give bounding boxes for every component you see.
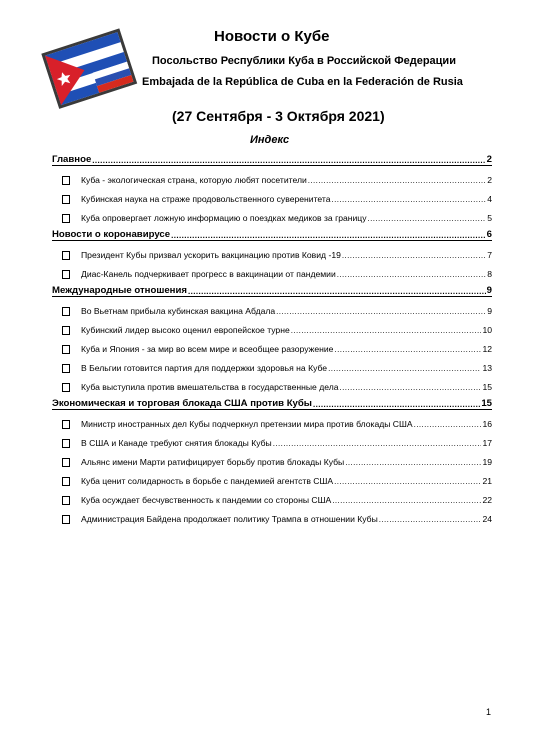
toc-page-number: 21 bbox=[482, 476, 492, 486]
toc-page-number: 16 bbox=[482, 419, 492, 429]
toc-page-number: 5 bbox=[487, 213, 492, 223]
toc-item-row[interactable] bbox=[52, 505, 492, 524]
checkbox-square-icon bbox=[62, 176, 70, 185]
embassy-name-ru: Посольство Республики Куба в Российской Федерации bbox=[152, 55, 456, 67]
checkbox-square-icon bbox=[62, 307, 70, 316]
dot-leader bbox=[308, 175, 486, 185]
toc-entry-label: Международные отношения bbox=[52, 285, 187, 296]
toc-page-number: 9 bbox=[486, 285, 492, 296]
checkbox-square-icon bbox=[62, 458, 70, 467]
dot-leader bbox=[345, 457, 481, 467]
cuba-russia-flag-icon bbox=[38, 18, 138, 118]
toc-page-number: 6 bbox=[486, 229, 492, 240]
checkbox-square-icon bbox=[62, 364, 70, 373]
page-number: 1 bbox=[486, 707, 492, 717]
dot-leader bbox=[368, 213, 487, 223]
dot-leader bbox=[379, 514, 482, 524]
toc-entry-label: Куба и Япония - за мир во всем мире и всеобщее разоружение bbox=[81, 344, 334, 354]
index-heading: Индекс bbox=[250, 134, 290, 146]
toc-item-row[interactable] bbox=[52, 335, 492, 354]
toc-entry-label: Альянс имени Марти ратифицирует борьбу против блокады Кубы bbox=[81, 457, 345, 467]
toc-item-row[interactable] bbox=[52, 448, 492, 467]
checkbox-square-icon bbox=[62, 195, 70, 204]
toc-item-row[interactable] bbox=[52, 316, 492, 335]
dot-leader bbox=[414, 419, 482, 429]
toc-page-number: 15 bbox=[482, 382, 492, 392]
toc-item-row[interactable] bbox=[52, 297, 492, 316]
toc-entry-label: В Бельгии готовится партия для поддержки здоровья на Кубе bbox=[81, 363, 328, 373]
dot-leader bbox=[291, 325, 482, 335]
checkbox-square-icon bbox=[62, 214, 70, 223]
dot-leader bbox=[188, 286, 486, 296]
toc-section-row[interactable] bbox=[52, 279, 492, 297]
toc-entry-label: Президент Кубы призвал ускорить вакцинацию против Ковид -19 bbox=[81, 250, 341, 260]
toc-item-row[interactable] bbox=[52, 166, 492, 185]
toc-entry-label: Куба - экологическая страна, которую любят посетители bbox=[81, 175, 307, 185]
toc-entry-label: Куба осуждает бесчувственность к пандемии со стороны США bbox=[81, 495, 332, 505]
toc-entry-label: Кубинский лидер высоко оценил европейское турне bbox=[81, 325, 290, 335]
checkbox-square-icon bbox=[62, 439, 70, 448]
toc-page-number: 12 bbox=[482, 344, 492, 354]
toc-page-number: 2 bbox=[487, 175, 492, 185]
toc-page-number: 24 bbox=[482, 514, 492, 524]
toc-entry-label: Экономическая и торговая блокада США против Кубы bbox=[52, 398, 313, 409]
checkbox-square-icon bbox=[62, 326, 70, 335]
toc-item-row[interactable] bbox=[52, 373, 492, 392]
toc-entry-label: Куба ценит солидарность в борьбе с пандемией агентств США bbox=[81, 476, 334, 486]
toc-page-number: 22 bbox=[482, 495, 492, 505]
dot-leader bbox=[313, 399, 480, 409]
toc-section-row[interactable] bbox=[52, 148, 492, 166]
toc-page-number: 13 bbox=[482, 363, 492, 373]
dot-leader bbox=[276, 306, 486, 316]
dot-leader bbox=[332, 194, 487, 204]
dot-leader bbox=[171, 230, 486, 240]
toc-item-row[interactable] bbox=[52, 410, 492, 429]
date-range: (27 Сентября - 3 Октября 2021) bbox=[172, 108, 385, 124]
toc-page-number: 19 bbox=[482, 457, 492, 467]
toc-entry-label: Кубинская наука на страже продовольственного суверенитета bbox=[81, 194, 331, 204]
checkbox-square-icon bbox=[62, 496, 70, 505]
checkbox-square-icon bbox=[62, 515, 70, 524]
toc-entry-label: Диас-Канель подчеркивает прогресс в вакцинации от пандемии bbox=[81, 269, 336, 279]
dot-leader bbox=[337, 269, 486, 279]
dot-leader bbox=[334, 476, 481, 486]
toc-page-number: 2 bbox=[486, 154, 492, 165]
toc-item-row[interactable] bbox=[52, 260, 492, 279]
checkbox-square-icon bbox=[62, 270, 70, 279]
toc-item-row[interactable] bbox=[52, 486, 492, 505]
table-of-contents bbox=[52, 148, 492, 524]
toc-entry-label: Во Вьетнам прибыла кубинская вакцина Абдала bbox=[81, 306, 276, 316]
toc-section-row[interactable] bbox=[52, 223, 492, 241]
toc-section-row[interactable] bbox=[52, 392, 492, 410]
toc-entry-label: Администрация Байдена продолжает политику Трампа в отношении Кубы bbox=[81, 514, 378, 524]
dot-leader bbox=[328, 363, 481, 373]
toc-page-number: 4 bbox=[487, 194, 492, 204]
dot-leader bbox=[92, 155, 485, 165]
dot-leader bbox=[334, 344, 481, 354]
toc-entry-label: Главное bbox=[52, 154, 92, 165]
toc-page-number: 15 bbox=[481, 398, 492, 409]
toc-entry-label: Министр иностранных дел Кубы подчеркнул претензии мира против блокады США bbox=[81, 419, 413, 429]
checkbox-square-icon bbox=[62, 477, 70, 486]
toc-entry-label: Куба опровергает ложную информацию о поездках медиков за границу bbox=[81, 213, 367, 223]
dot-leader bbox=[273, 438, 482, 448]
toc-item-row[interactable] bbox=[52, 204, 492, 223]
checkbox-square-icon bbox=[62, 345, 70, 354]
toc-entry-label: Куба выступила против вмешательства в государственные дела bbox=[81, 382, 339, 392]
toc-item-row[interactable] bbox=[52, 429, 492, 448]
toc-page-number: 8 bbox=[487, 269, 492, 279]
checkbox-square-icon bbox=[62, 251, 70, 260]
embassy-name-es: Embajada de la República de Cuba en la Federación de Rusia bbox=[142, 76, 463, 88]
toc-item-row[interactable] bbox=[52, 241, 492, 260]
dot-leader bbox=[342, 250, 486, 260]
dot-leader bbox=[340, 382, 482, 392]
toc-entry-label: В США и Канаде требуют снятия блокады Кубы bbox=[81, 438, 272, 448]
checkbox-square-icon bbox=[62, 420, 70, 429]
toc-page-number: 7 bbox=[487, 250, 492, 260]
toc-page-number: 10 bbox=[482, 325, 492, 335]
document-title: Новости о Кубе bbox=[214, 28, 330, 45]
toc-page-number: 17 bbox=[482, 438, 492, 448]
toc-item-row[interactable] bbox=[52, 467, 492, 486]
dot-leader bbox=[332, 495, 481, 505]
toc-entry-label: Новости о коронавирусе bbox=[52, 229, 171, 240]
toc-item-row[interactable] bbox=[52, 354, 492, 373]
toc-page-number: 9 bbox=[487, 306, 492, 316]
toc-item-row[interactable] bbox=[52, 185, 492, 204]
checkbox-square-icon bbox=[62, 383, 70, 392]
